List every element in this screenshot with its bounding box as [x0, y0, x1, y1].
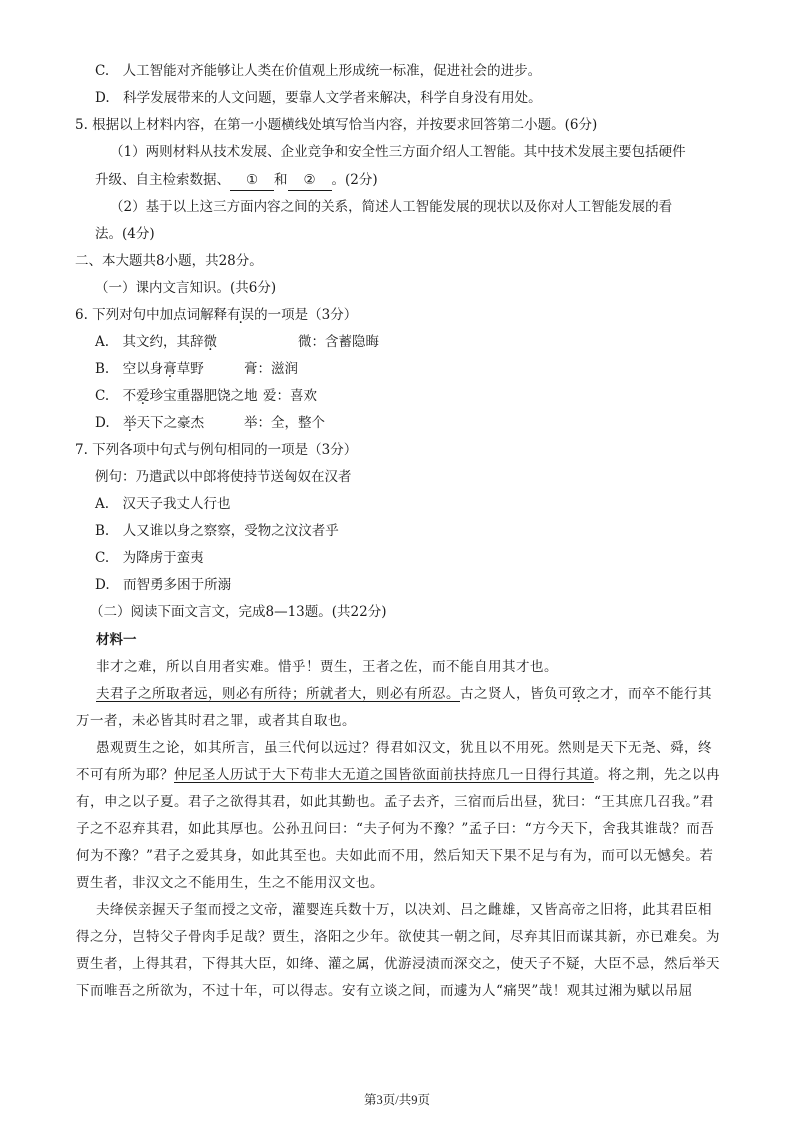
q6-option-c-text-end: 珍宝重器肥饶之地: [149, 388, 258, 404]
passage-line-5: [76, 765, 720, 785]
passage-line-2-text: 古之贤人，皆负可: [460, 686, 572, 702]
q4-option-c: C. 人工智能对齐能够让人类在价值观上形成统一标准，促进社会的进步。: [95, 63, 542, 79]
q6-option-d-text-end: 天下之豪杰: [136, 415, 205, 431]
q5-part2-line2: 法。(4分): [95, 226, 155, 242]
q6-stem-text: 6. 下列对句中加点词解释: [75, 307, 228, 323]
section-2-part-2: （二）阅读下面文言文，完成8—13题。(共22分): [90, 604, 387, 620]
q6-option-a-gloss: 微：含蓄隐晦: [298, 334, 379, 350]
section-2-title: 二、本大题共8小题，共28分。: [75, 253, 263, 269]
q6-option-b-dotted: 膏: [163, 361, 177, 377]
passage-line-2-end: 之才，而卒不能行其: [586, 686, 712, 702]
q6-option-c-dotted: 爱: [136, 388, 150, 404]
q6-option-b-text: B. 空以身: [95, 361, 164, 377]
passage-line-2: [96, 684, 712, 704]
q6-option-a-dotted: 微: [203, 334, 218, 350]
passage-line-6: 有，申之以子夏。君子之欲得其君，如此其勤也。孟子去齐，三宿而后出昼，犹曰：“王其庶几召我。”君: [76, 794, 715, 810]
q6-option-b-gloss: 膏：滋润: [244, 361, 298, 377]
passage-line-1: 非才之难，所以自用者实难。惜乎！贾生，王者之佐，而不能自用其才也。: [96, 659, 558, 675]
passage-line-12: 贾生者，上得其君，下得其大臣，如绛、灌之属，优游浸渍而深交之，使天子不疑，大臣不忌，然后举天: [76, 956, 720, 972]
q6-stem-emphasis: 有误: [227, 307, 255, 323]
q7-option-c: C. 为降虏于蛮夷: [95, 550, 204, 566]
q6-option-c: [95, 386, 258, 406]
q6-option-a: [95, 332, 217, 352]
q6-option-c-text: C. 不: [95, 388, 137, 404]
answer-blank-2[interactable]: ②: [288, 170, 332, 191]
q5-part1-line1: （1）两则材料从技术发展、企业竞争和安全性三方面介绍人工智能。其中技术发展主要包括硬件: [110, 144, 686, 160]
passage-line-8: 何为不豫？”君子之爱其身，如此其至也。夫如此而不用，然后知天下果不足与有为，而可以无憾矣。若: [76, 848, 714, 864]
passage-line-9: 贾生者，非汉文之不能用生，生之不能用汉文也。: [76, 875, 384, 891]
q7-option-a: A. 汉天子我丈人行也: [95, 496, 231, 512]
q5-part1-line2: [95, 170, 378, 191]
q6-option-d-prefix: D.: [95, 415, 124, 431]
q6-option-b-text-end: 草野: [176, 361, 204, 377]
q6-option-c-gloss: 爱：喜欢: [263, 388, 317, 404]
q7-example: 例句：乃遣武以中郎将使持节送匈奴在汉者: [95, 469, 352, 485]
passage-line-3: 万一者，未必皆其时君之罪，或者其自取也。: [76, 713, 356, 729]
q5-part1-and: 和: [274, 172, 288, 188]
material-heading: 材料一: [96, 632, 137, 648]
q6-option-d-gloss: 举：全，整个: [244, 415, 325, 431]
q5-part1-text: 升级、自主检索数据、: [95, 172, 230, 188]
q6-option-d: [95, 413, 204, 433]
passage-line-5-start: 不可有所为耶？: [76, 767, 174, 783]
passage-line-7: 子之不忍弃其君，如此其厚也。公孙丑问曰：“夫子何为不豫？”孟子曰：“方今天下，舍我其谁哉？而吾: [76, 821, 715, 837]
q4-option-d: D. 科学发展带来的人文问题，要靠人文学者来解决，科学自身没有用处。: [95, 90, 542, 106]
q6-stem: [75, 305, 357, 325]
q7-option-b: B. 人又谁以身之察察，受物之汶汶者乎: [95, 523, 339, 539]
q5-part1-score: 。(2分): [331, 172, 378, 188]
q5-stem: 5. 根据以上材料内容，在第一小题横线处填写恰当内容，并按要求回答第二小题。(6分): [75, 117, 598, 133]
passage-line-11: 得之分，岂特父子骨肉手足哉？贾生，洛阳之少年。欲使其一朝之间，尽弃其旧而谋其新，亦已难矣。为: [76, 929, 720, 945]
passage-underlined-sentence-1: 夫君子之所取者远，则必有所待；所就者大，则必有所忍。: [96, 686, 460, 702]
q6-option-a-text: A. 其文约，其辞: [95, 334, 204, 350]
q6-option-d-dotted: 举: [123, 415, 137, 431]
answer-blank-1[interactable]: ①: [230, 170, 274, 191]
passage-line-10: 夫绛侯亲握天子玺而授之文帝，灌婴连兵数十万，以决刘、吕之雌雄，又皆高帝之旧将，此其君臣相: [96, 902, 712, 918]
q5-part2-line1: （2）基于以上这三方面内容之间的关系，简述人工智能发展的现状以及你对人工智能发展的看: [110, 199, 673, 215]
q6-stem-score: 的一项是（3分）: [254, 307, 358, 323]
passage-underlined-sentence-2: 仲尼圣人历试于大下苟非大无道之国皆欲面前扶持庶几一日得行其道: [174, 767, 594, 783]
q6-option-b: [95, 359, 204, 379]
page-number: 第3页/共9页: [364, 1093, 430, 1107]
passage-line-13: 下而唯吾之所欲为，不过十年，可以得志。安有立谈之间，而遽为人“痛哭”哉！观其过湘为赋以吊屈: [76, 983, 693, 999]
passage-dotted-word: 致: [572, 686, 586, 702]
q7-stem: 7. 下列各项中句式与例句相同的一项是（3分）: [75, 442, 358, 458]
passage-line-5-end: 。将之荆，先之以冉: [594, 767, 720, 783]
q7-option-d: D. 而智勇多困于所溺: [95, 577, 232, 593]
section-2-part-1: （一）课内文言知识。(共6分): [95, 280, 277, 296]
passage-line-4: 愚观贾生之论，如其所言，虽三代何以远过？得君如汉文，犹且以不用死。然则是天下无尧、舜，终: [96, 740, 712, 756]
